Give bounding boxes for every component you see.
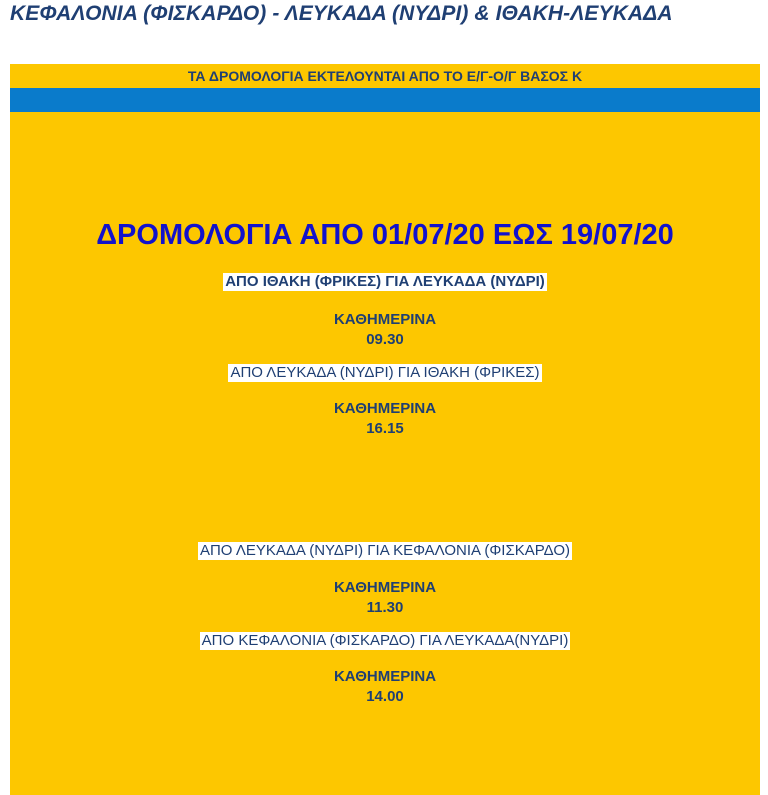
route-label: ΑΠΟ ΛΕΥΚΑΔΑ (ΝΥΔΡΙ) ΓΙΑ ΚΕΦΑΛΟΝΙΑ (ΦΙΣΚΑΡΔΟ) bbox=[199, 542, 571, 559]
route-label-row bbox=[10, 632, 760, 650]
route-label-row bbox=[10, 273, 760, 291]
route-time: 16.15 bbox=[366, 420, 404, 437]
route-label-row bbox=[10, 364, 760, 382]
accent-bar bbox=[10, 88, 760, 112]
schedule-panel bbox=[10, 64, 760, 795]
route-days: ΚΑΘΗΜΕΡΙΝΑ bbox=[333, 579, 437, 596]
route-days: ΚΑΘΗΜΕΡΙΝΑ bbox=[333, 311, 437, 328]
route-time: 14.00 bbox=[366, 688, 404, 705]
route-schedule bbox=[10, 310, 760, 350]
route-days: ΚΑΘΗΜΕΡΙΝΑ bbox=[333, 400, 437, 417]
period-heading: ΔΡΟΜΟΛΟΓΙΑ ΑΠΟ 01/07/20 ΕΩΣ 19/07/20 bbox=[96, 219, 674, 251]
route-time: 11.30 bbox=[366, 599, 404, 616]
route-label: ΑΠΟ ΙΘΑΚΗ (ΦΡΙΚΕΣ) ΓΙΑ ΛΕΥΚΑΔΑ (ΝΥΔΡΙ) bbox=[225, 273, 545, 290]
route-schedule bbox=[10, 667, 760, 707]
route-label-row bbox=[10, 542, 760, 560]
route-label: ΑΠΟ ΚΕΦΑΛΟΝΙΑ (ΦΙΣΚΑΡΔΟ) ΓΙΑ ΛΕΥΚΑΔΑ(ΝΥΔΡΙ) bbox=[201, 632, 569, 649]
route-schedule bbox=[10, 399, 760, 439]
route-days: ΚΑΘΗΜΕΡΙΝΑ bbox=[333, 668, 437, 685]
route-schedule bbox=[10, 578, 760, 618]
route-label: ΑΠΟ ΛΕΥΚΑΔΑ (ΝΥΔΡΙ) ΓΙΑ ΙΘΑΚΗ (ΦΡΙΚΕΣ) bbox=[230, 364, 540, 381]
route-time: 09.30 bbox=[366, 331, 404, 348]
page-title: ΚΕΦΑΛΟΝΙΑ (ΦΙΣΚΑΡΔΟ) - ΛΕΥΚΑΔΑ (ΝΥΔΡΙ) & ΙΘΑΚΗ-ΛΕΥΚΑΔΑ bbox=[10, 2, 673, 25]
vessel-banner: ΤΑ ΔΡΟΜΟΛΟΓΙΑ ΕΚΤΕΛΟΥΝΤΑΙ ΑΠΟ ΤΟ Ε/Γ-Ο/Γ ΒΑΣΟΣ Κ bbox=[187, 68, 583, 84]
period-heading-block bbox=[10, 219, 760, 252]
